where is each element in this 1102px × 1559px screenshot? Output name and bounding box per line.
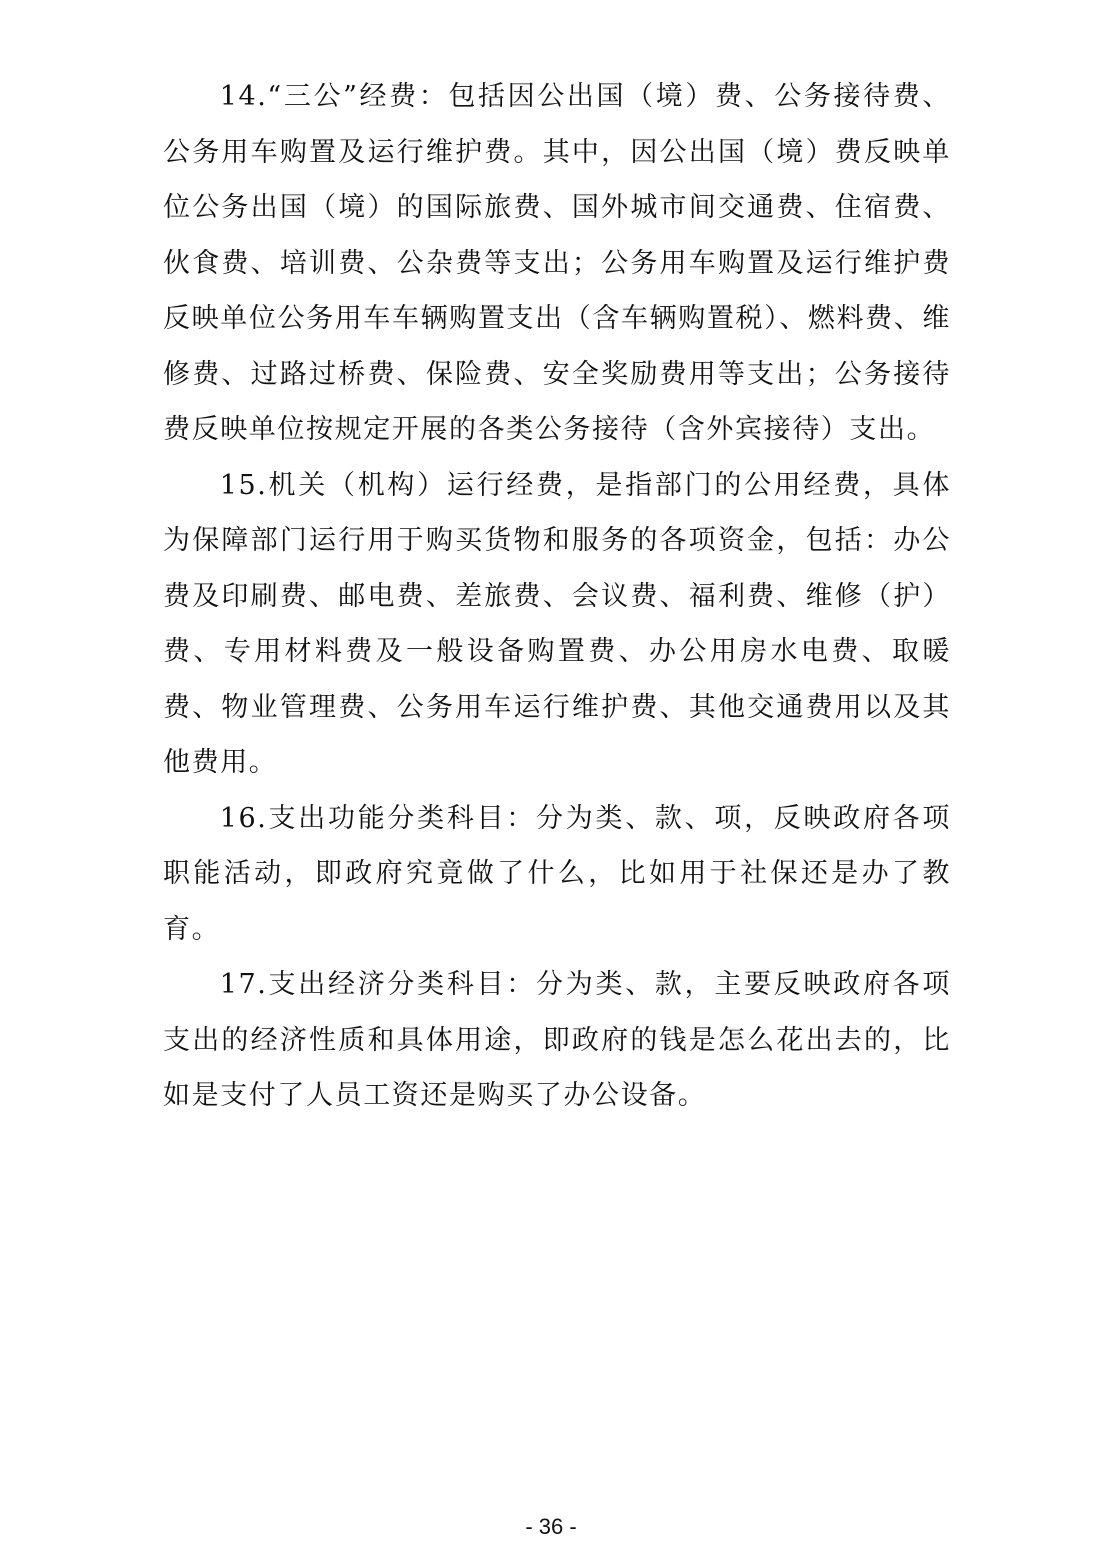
paragraph-15-operating-expenses: 15.机关（机构）运行经费，是指部门的公用经费，具体为保障部门运行用于购买货物和服务的各项资金，包括：办公费及印刷费、邮电费、差旅费、会议费、福利费、维修（护）费、专用材料费及一般设备购置费、办公用房水电费、取暖费、物业管理费、公务用车运行维护费、其他交通费用以及其他费用。	[163, 469, 951, 778]
page-number: - 36 -	[525, 1514, 577, 1539]
document-body	[163, 69, 951, 1124]
paragraph-16-functional-classification: 16.支出功能分类科目：分为类、款、项，反映政府各项职能活动，即政府究竟做了什么，比如用于社保还是办了教育。	[163, 802, 951, 945]
paragraph-17-economic-classification: 17.支出经济分类科目：分为类、款，主要反映政府各项支出的经济性质和具体用途，即政府的钱是怎么花出去的，比如是支付了人员工资还是购买了办公设备。	[163, 969, 951, 1111]
paragraph-14-three-public-expenses: 14.“三公”经费：包括因公出国（境）费、公务接待费、公务用车购置及运行维护费。其中，因公出国（境）费反映单位公务出国（境）的国际旅费、国外城市间交通费、住宿费、伙食费、培训费、公杂费等支出；公务用车购置及运行维护费反映单位公务用车车辆购置支出（含车辆购置税）、燃料费、维修费、过路过桥费、保险费、安全奖励费用等支出；公务接待费反映单位按规定开展的各类公务接待（含外宾接待）支出。	[163, 81, 951, 445]
